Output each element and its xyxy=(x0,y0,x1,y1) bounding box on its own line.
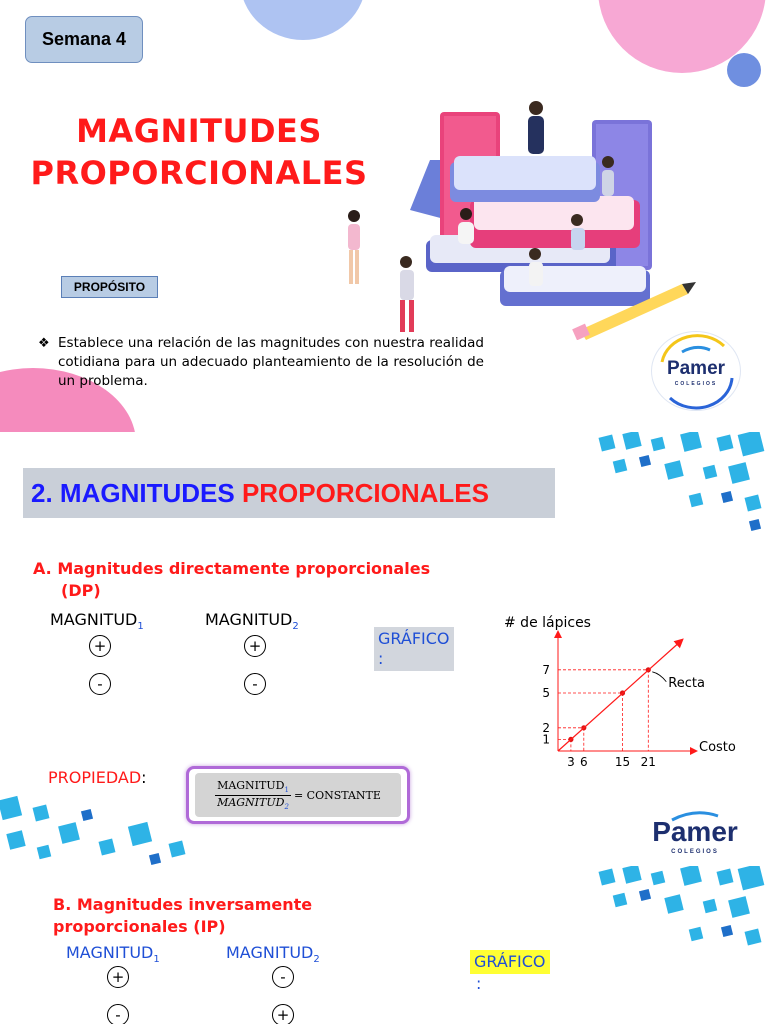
x-tick-label: 21 xyxy=(640,755,656,768)
logo-sub-2: COLEGIOS xyxy=(671,849,719,855)
title-line-1: MAGNITUDES xyxy=(76,112,322,150)
grafico-ip-colon: : xyxy=(476,974,482,993)
annotation-recta: Recta xyxy=(668,675,705,691)
decor-circle-blue-small xyxy=(727,53,761,87)
ip-minus-sign-2: - xyxy=(272,966,294,988)
books-students-illustration xyxy=(330,90,696,340)
slide-intro xyxy=(0,0,768,432)
y-axis-label: # de lápices xyxy=(504,615,591,631)
x-tick-label: 15 xyxy=(614,755,631,768)
pixel-squares-decoration-2 xyxy=(590,866,768,976)
ip-magnitud-2-sub: 2 xyxy=(313,954,320,966)
property-formula xyxy=(195,773,401,817)
y-tick-label: 2 xyxy=(542,720,550,735)
section-title xyxy=(23,468,555,518)
heading-dp-line-2: (DP) xyxy=(61,581,101,600)
x-tick-label: 6 xyxy=(579,755,588,768)
logo-word: Pamer xyxy=(666,358,726,379)
heading-dp-line-1: A. Magnitudes directamente proporcionales xyxy=(33,559,431,578)
formula-num-sub: 1 xyxy=(284,786,289,795)
formula-rhs: = CONSTANTE xyxy=(293,788,381,802)
grafico-dp-colon: : xyxy=(378,649,384,668)
x-tick-label: 3 xyxy=(567,755,575,768)
section-word-2: PROPORCIONALES xyxy=(241,477,489,508)
decor-circle-blue-top xyxy=(240,0,366,40)
formula-den-sub: 2 xyxy=(284,802,289,811)
propiedad-word: PROPIEDAD xyxy=(48,768,142,787)
week-badge: Semana 4 xyxy=(25,16,143,63)
formula-numerator xyxy=(215,779,291,795)
purpose-paragraph xyxy=(38,334,484,391)
formula-denominator xyxy=(215,796,291,811)
grafico-dp-word: GRÁFICO xyxy=(378,629,450,648)
section-word-1: MAGNITUDES xyxy=(59,477,235,508)
section-number: 2. xyxy=(31,477,53,508)
logo-sub: COLEGIOS xyxy=(674,381,718,387)
x-axis-label: Costo xyxy=(699,740,736,755)
minus-sign-2: - xyxy=(244,673,266,695)
pamer-logo-2 xyxy=(640,810,750,860)
y-tick-label: 5 xyxy=(542,686,550,700)
magnitud-1-sub: 1 xyxy=(137,621,144,633)
ip-magnitud-1-word: MAGNITUD xyxy=(66,943,154,962)
magnitud-2-word: MAGNITUD xyxy=(205,610,293,629)
heading-dp xyxy=(33,558,533,602)
dp-line-chart xyxy=(500,608,750,768)
grafico-label-dp xyxy=(374,627,454,671)
ip-magnitud-2-label xyxy=(226,943,320,965)
plus-sign-1: + xyxy=(89,635,111,657)
ip-magnitud-2-word: MAGNITUD xyxy=(226,943,314,962)
y-tick-label: 1 xyxy=(542,732,550,747)
title-line-2: PROPORCIONALES xyxy=(30,154,368,192)
ip-magnitud-1-sub: 1 xyxy=(153,954,160,966)
slide-ip xyxy=(0,866,768,1024)
pixel-squares-bottom-left xyxy=(0,784,200,866)
pamer-logo xyxy=(652,332,740,410)
formula-den-word: MAGNITUD xyxy=(217,795,285,809)
pixel-squares-decoration xyxy=(590,432,768,542)
magnitud-2-sub: 2 xyxy=(292,621,299,633)
slide-dp xyxy=(0,432,768,866)
ip-plus-sign-1: + xyxy=(107,966,129,988)
logo-word-2: Pamer xyxy=(652,816,738,847)
grafico-dp-text xyxy=(374,627,454,671)
propiedad-colon: : xyxy=(141,768,147,787)
diamond-bullet-icon: ❖ xyxy=(38,336,50,351)
ip-plus-sign-2: + xyxy=(272,1004,294,1024)
magnitud-1-label xyxy=(50,610,144,632)
grafico-ip-text xyxy=(470,950,550,974)
heading-ip-line-2: proporcionales (IP) xyxy=(53,917,226,936)
plus-sign-2: + xyxy=(244,635,266,657)
magnitud-2-label xyxy=(205,610,299,632)
series-line xyxy=(558,640,682,751)
ip-minus-sign-1: - xyxy=(107,1004,129,1024)
property-formula-box xyxy=(186,766,410,824)
purpose-text: Establece una relación de las magnitudes con nuestra realidad cotidiana para un adecuado planteamiento de la resolución de un problema. xyxy=(58,335,484,389)
y-tick-label: 7 xyxy=(542,662,550,677)
heading-ip-line-1: B. Magnitudes inversamente xyxy=(53,895,313,914)
grafico-label-ip xyxy=(470,950,550,993)
formula-num-word: MAGNITUD xyxy=(217,779,285,793)
heading-ip xyxy=(53,894,453,938)
formula-fraction xyxy=(215,779,291,810)
magnitud-1-word: MAGNITUD xyxy=(50,610,138,629)
minus-sign-1: - xyxy=(89,673,111,695)
annotation-pointer xyxy=(652,672,666,682)
grafico-ip-word: GRÁFICO xyxy=(474,952,546,971)
ip-magnitud-1-label xyxy=(66,943,160,965)
purpose-badge: PROPÓSITO xyxy=(61,276,158,298)
